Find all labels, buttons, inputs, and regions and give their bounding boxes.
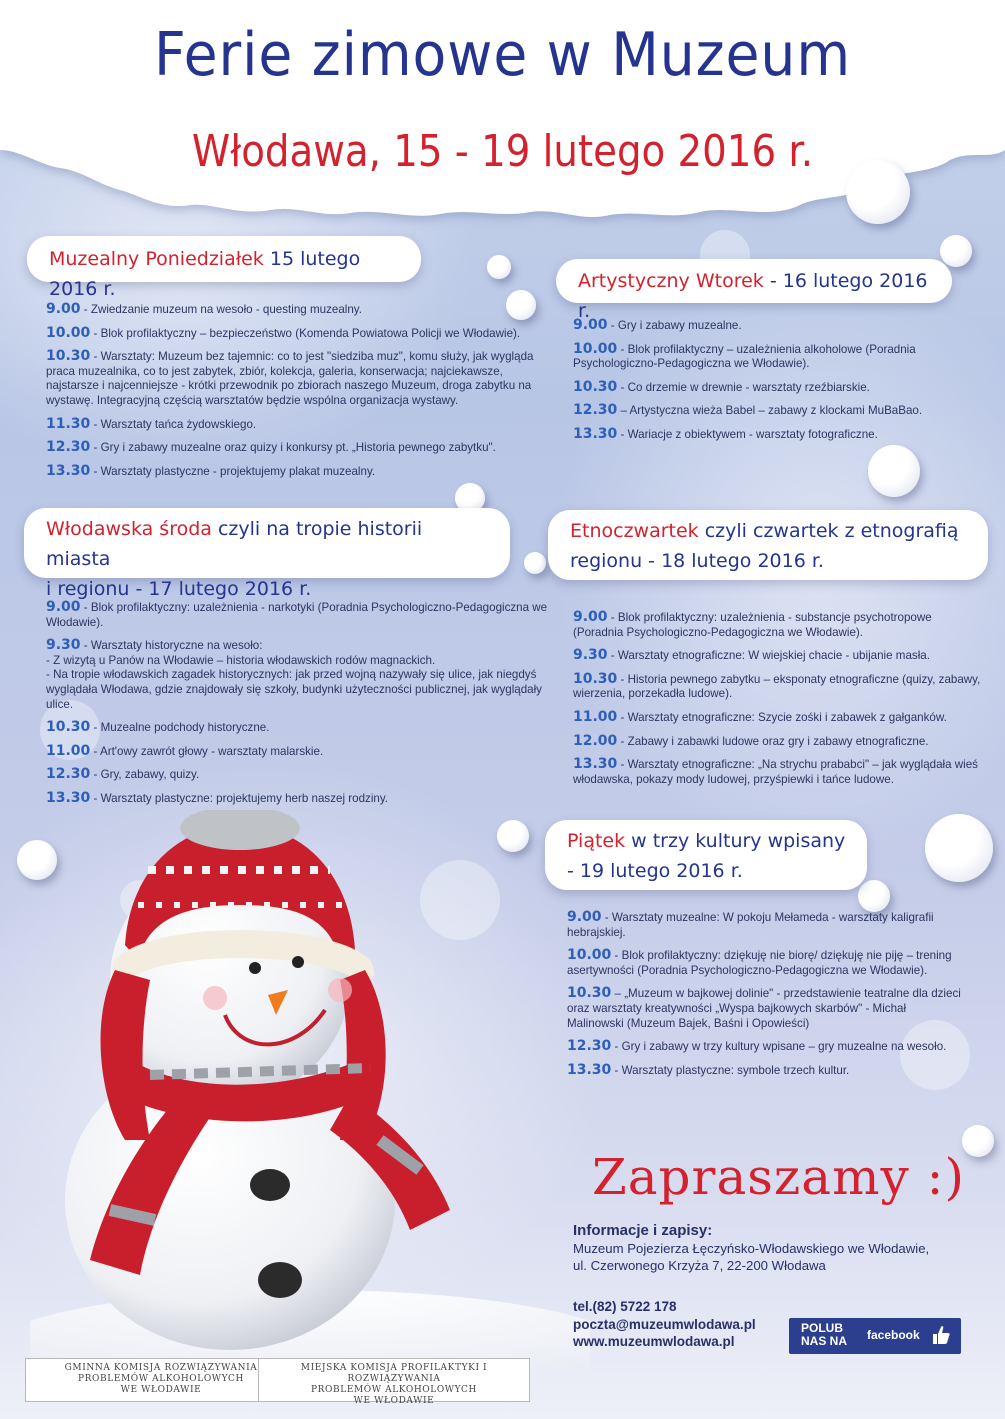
schedule-text: - Historia pewnego zabytku – eksponaty etnograficzne (quizy, zabawy, wierzenia, porzekadła ludowe). bbox=[573, 672, 981, 701]
schedule-item bbox=[573, 648, 983, 664]
schedule-time: 12.30 bbox=[46, 766, 91, 783]
monday-schedule bbox=[46, 302, 556, 487]
schedule-time: 10.30 bbox=[573, 670, 618, 687]
thursday-name: Etnoczwartek bbox=[570, 520, 699, 542]
fb-line1: POLUB bbox=[801, 1321, 843, 1335]
schedule-item bbox=[567, 986, 962, 1031]
schedule-item bbox=[46, 767, 550, 783]
schedule-time: 9.00 bbox=[567, 909, 602, 925]
schedule-time: 9.00 bbox=[573, 609, 608, 625]
schedule-text: - Zwiedzanie muzeum na wesoło - questing muzealny. bbox=[83, 303, 362, 316]
schedule-time: 13.30 bbox=[567, 1061, 612, 1078]
schedule-text: - Warsztaty plastyczne: projektujemy herb naszej rodziny. bbox=[93, 791, 388, 805]
schedule-text: - Warsztaty muzealne: W pokoju Mełameda - warsztaty kaligrafii hebrajskiej. bbox=[567, 911, 934, 939]
schedule-time: 9.30 bbox=[46, 637, 81, 654]
schedule-item bbox=[567, 1063, 962, 1079]
website[interactable]: www.muzeumwlodawa.pl bbox=[573, 1334, 735, 1349]
schedule-text: - Warsztaty etnograficzne: W wiejskiej chacie - ubijanie masła. bbox=[610, 649, 930, 663]
schedule-time: 10.30 bbox=[573, 378, 618, 395]
schedule-text: - Co drzemie w drewnie - warsztaty rzeźbiarskie. bbox=[620, 380, 870, 394]
wednesday-heading bbox=[24, 508, 510, 600]
schedule-item bbox=[567, 1039, 962, 1055]
snowball bbox=[962, 1125, 994, 1157]
schedule-subitem: - Na tropie włodawskich zagadek historycznych: jak przed wojną nazywały się ulice, jak niegdyś wyglądała Włodawa, gdzie znajdowały się szkoły, budynki użyteczności publicznej, jak wyglądały ulice. bbox=[46, 668, 542, 711]
schedule-item bbox=[46, 302, 556, 318]
schedule-text: - Art'owy zawrót głowy - warsztaty malarskie. bbox=[93, 744, 324, 758]
schedule-item bbox=[46, 600, 550, 630]
snowball bbox=[858, 880, 890, 912]
snowball bbox=[487, 255, 511, 279]
schedule-text: - Gry i zabawy muzealne oraz quizy i konkursy pt. „Historia pewnego zabytku". bbox=[93, 441, 496, 455]
thursday-schedule bbox=[573, 610, 983, 795]
schedule-text: – „Muzeum w bajkowej dolinie" - przedstawienie teatralne dla dzieci oraz warsztaty kreatywności „Wyspa bajkowych skarbów" - Michał Malinowski (Muzeum Bajek, Baśni i Opowieści) bbox=[567, 987, 961, 1030]
schedule-time: 13.30 bbox=[46, 789, 91, 806]
sponsor-line: MIEJSKA KOMISJA PROFILAKTYKI I ROZWIĄZYWANIA bbox=[300, 1363, 488, 1384]
schedule-time: 12.30 bbox=[573, 402, 618, 419]
thumbs-up-icon bbox=[931, 1324, 951, 1346]
phone: tel.(82) 5722 178 bbox=[573, 1299, 677, 1314]
wednesday-name: Włodawska środa bbox=[46, 518, 212, 540]
schedule-text: - Muzealne podchody historyczne. bbox=[93, 721, 270, 735]
schedule-item bbox=[573, 610, 983, 640]
main-title: Ferie zimowe w Muzeum bbox=[153, 20, 852, 90]
schedule-item bbox=[567, 948, 962, 978]
schedule-time: 10.00 bbox=[573, 340, 618, 357]
schedule-item bbox=[46, 440, 556, 456]
facebook-like-badge[interactable] bbox=[789, 1318, 961, 1354]
snowball bbox=[524, 552, 546, 574]
schedule-time: 11.00 bbox=[573, 708, 618, 725]
schedule-time: 11.00 bbox=[46, 742, 91, 759]
schedule-item bbox=[46, 791, 550, 807]
schedule-item bbox=[573, 672, 983, 702]
schedule-time: 10.30 bbox=[46, 719, 91, 736]
thursday-rest1: czyli czwartek z etnografią bbox=[704, 520, 959, 542]
wednesday-rest2: i regionu - 17 lutego 2016 r. bbox=[46, 578, 312, 600]
schedule-time: 9.30 bbox=[573, 647, 608, 664]
tuesday-date: - 16 lutego 2016 r. bbox=[578, 270, 928, 322]
schedule-text: - Gry, zabawy, quizy. bbox=[93, 768, 200, 782]
schedule-text: - Warsztaty etnograficzne: Szycie zośki i zabawek z gałganków. bbox=[620, 710, 947, 724]
schedule-text: - Warsztaty tańca żydowskiego. bbox=[93, 417, 257, 431]
schedule-text: - Warsztaty: Muzeum bez tajemnic: co to jest "siedziba muz", komu służy, jak wygląda praca muzealnika, co to jest zabytek, zbiór, kolekcja, galeria, konserwacja; najciekawsze, najstarsze i najcenniejsze - krótki przewodnik po zbiorach naszego Muzeum, droga zabytku na wystawę. Integracyjną częścią warsztatów będzie wspólna organizacja wystawy. bbox=[46, 350, 534, 407]
snowball bbox=[925, 814, 993, 882]
snowball bbox=[940, 235, 972, 267]
tuesday-schedule bbox=[573, 318, 983, 451]
schedule-time: 9.00 bbox=[46, 301, 81, 317]
schedule-item bbox=[46, 744, 550, 760]
schedule-time: 10.30 bbox=[567, 985, 612, 1002]
schedule-item bbox=[567, 910, 962, 940]
tuesday-name: Artystyczny Wtorek bbox=[578, 270, 764, 292]
schedule-time: 12.30 bbox=[46, 439, 91, 456]
monday-heading bbox=[27, 236, 421, 300]
info-line2: ul. Czerwonego Krzyża 7, 22-200 Włodawa bbox=[573, 1258, 826, 1273]
friday-heading bbox=[545, 820, 867, 890]
schedule-time: 9.00 bbox=[573, 317, 608, 333]
schedule-item bbox=[46, 417, 556, 433]
info-block bbox=[573, 1222, 929, 1275]
schedule-item bbox=[46, 326, 556, 342]
schedule-text: - Warsztaty plastyczne: symbole trzech kultur. bbox=[614, 1063, 850, 1077]
schedule-time: 13.30 bbox=[573, 756, 618, 773]
schedule-time: 13.30 bbox=[46, 462, 91, 479]
schedule-item bbox=[573, 710, 983, 726]
email[interactable]: poczta@muzeumwlodawa.pl bbox=[573, 1316, 756, 1332]
schedule-text: - Warsztaty historyczne na wesoło: bbox=[83, 639, 263, 653]
schedule-item bbox=[46, 464, 556, 480]
schedule-text: - Wariacje z obiektywem - warsztaty fotograficzne. bbox=[620, 427, 878, 441]
schedule-time: 12.30 bbox=[567, 1038, 612, 1055]
thursday-rest2: regionu - 18 lutego 2016 r. bbox=[570, 550, 824, 572]
info-line1: Muzeum Pojezierza Łęczyńsko-Włodawskiego we Włodawie, bbox=[573, 1240, 930, 1256]
schedule-subitem: - Z wizytą u Panów na Włodawie – historia włodawskich rodów magnackich. bbox=[46, 653, 436, 667]
schedule-text: - Gry i zabawy muzealne. bbox=[610, 319, 742, 332]
friday-schedule bbox=[567, 910, 962, 1086]
schedule-time: 12.00 bbox=[573, 732, 618, 749]
sponsor-logo-gmina bbox=[25, 1358, 297, 1402]
schedule-item bbox=[573, 318, 983, 334]
sub-title: Włodawa, 15 - 19 lutego 2016 r. bbox=[191, 126, 814, 177]
schedule-time: 13.30 bbox=[573, 425, 618, 442]
schedule-time: 9.00 bbox=[46, 599, 81, 615]
schedule-text: - Zabawy i zabawki ludowe oraz gry i zabawy etnograficzne. bbox=[620, 734, 929, 748]
friday-rest2: - 19 lutego 2016 r. bbox=[567, 860, 743, 882]
contacts-block bbox=[573, 1298, 756, 1351]
info-head: Informacje i zapisy: bbox=[573, 1222, 713, 1239]
schedule-text: - Warsztaty plastyczne - projektujemy plakat muzealny. bbox=[93, 464, 376, 478]
snowball bbox=[846, 160, 910, 224]
schedule-item bbox=[573, 757, 983, 787]
schedule-text: - Blok profilaktyczny: uzależnienia - narkotyki (Poradnia Psychologiczno-Pedagogiczna we Włodawie). bbox=[46, 601, 548, 629]
fb-brand: facebook bbox=[867, 1328, 920, 1342]
invite-text: Zapraszamy :) bbox=[592, 1148, 965, 1206]
schedule-text: - Blok profilaktyczny – bezpieczeństwo (Komenda Powiatowa Policji we Włodawie). bbox=[93, 326, 521, 340]
monday-date: 15 lutego 2016 r. bbox=[49, 248, 361, 300]
schedule-item bbox=[573, 342, 983, 372]
schedule-item bbox=[573, 734, 983, 750]
schedule-text: - Blok profilaktyczny: uzależnienia - substancje psychotropowe (Poradnia Psychologiczno-Pedagogiczna we Włodawie). bbox=[573, 611, 932, 639]
schedule-item bbox=[573, 403, 983, 419]
schedule-text: - Blok profilaktyczny: dziękuję nie biorę/ dziękuję nie piję – trening asertywności (Poradnia Psychologiczno-Pedagogiczna we Włodawie). bbox=[567, 949, 952, 977]
schedule-text: - Warsztaty etnograficzne: „Na strychu prababci" – jak wyglądała wieś włodawska, pokazy mody ludowej, przyśpiewki i tańce ludowe. bbox=[573, 758, 978, 786]
wednesday-schedule bbox=[46, 600, 550, 815]
schedule-time: 10.30 bbox=[46, 348, 91, 365]
schedule-item bbox=[573, 380, 983, 396]
sponsor-line: WE WŁODAWIE bbox=[353, 1396, 435, 1406]
schedule-text: - Gry i zabawy w trzy kultury wpisane – gry muzealne na wesoło. bbox=[614, 1040, 947, 1054]
schedule-time: 10.00 bbox=[46, 324, 91, 341]
schedule-text: - Blok profilaktyczny – uzależnienia alkoholowe (Poradnia Psychologiczno-Pedagogiczna we Włodawie). bbox=[573, 342, 916, 371]
schedule-time: 11.30 bbox=[46, 415, 91, 432]
schedule-item bbox=[46, 638, 550, 712]
friday-name: Piątek bbox=[567, 830, 626, 852]
sponsor-line: GMINNA KOMISJA ROZWIĄZYWANIA bbox=[64, 1363, 258, 1373]
sponsor-line: WE WŁODAWIE bbox=[120, 1385, 202, 1395]
schedule-item bbox=[46, 349, 556, 408]
friday-rest1: w trzy kultury wpisany bbox=[631, 830, 846, 852]
sponsor-logo-miasto bbox=[258, 1358, 530, 1406]
sponsor-line: PROBLEMÓW ALKOHOLOWYCH bbox=[311, 1385, 477, 1395]
thursday-heading bbox=[548, 510, 988, 580]
schedule-item bbox=[46, 720, 550, 736]
tuesday-heading bbox=[556, 259, 952, 322]
monday-name: Muzealny Poniedziałek bbox=[49, 248, 264, 270]
fb-line2: NAS NA bbox=[801, 1334, 848, 1348]
schedule-time: 10.00 bbox=[567, 947, 612, 964]
snowman-illustration bbox=[30, 810, 590, 1370]
sponsor-line: PROBLEMÓW ALKOHOLOWYCH bbox=[78, 1374, 244, 1384]
schedule-item bbox=[573, 427, 983, 443]
wednesday-rest1: czyli na tropie historii miasta bbox=[46, 518, 423, 570]
snowball bbox=[868, 445, 920, 497]
schedule-text: – Artystyczna wieża Babel – zabawy z klockami MuBaBao. bbox=[620, 404, 923, 418]
